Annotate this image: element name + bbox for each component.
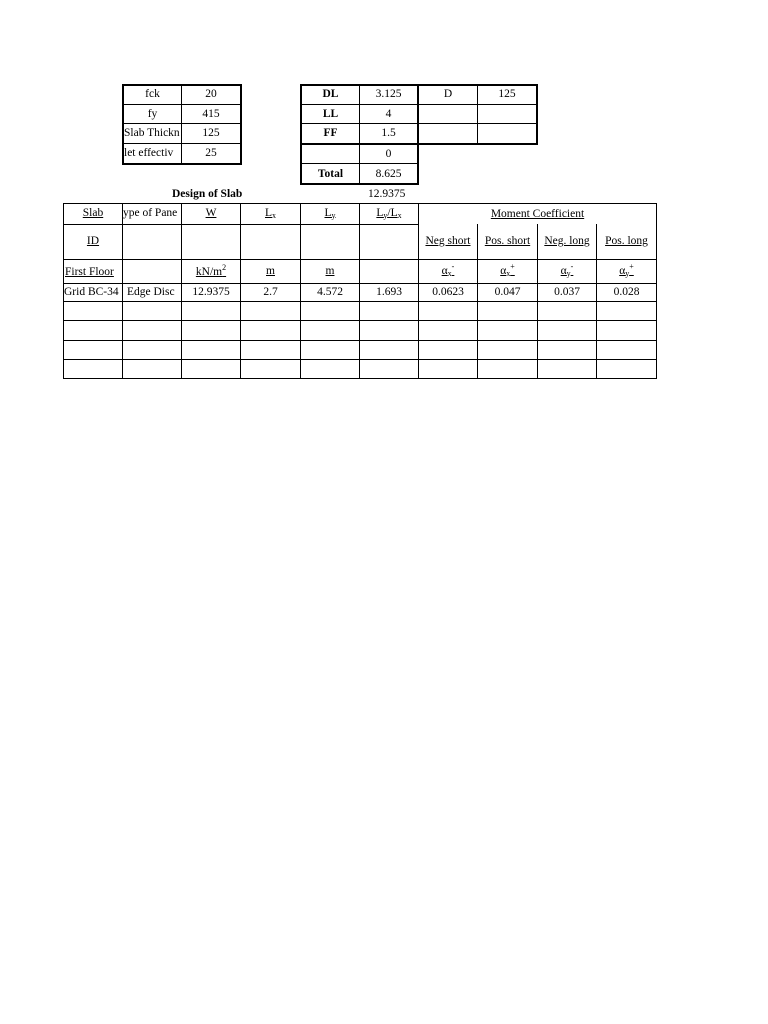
symbol-neg-short — [419, 263, 477, 278]
design-title: Design of Slab — [172, 188, 243, 200]
alpha-pos-long: α — [619, 265, 626, 277]
header-ratio-b-sub: x — [397, 211, 402, 220]
load-value-ff: 1.5 — [381, 128, 396, 139]
load-value-ll: 4 — [385, 109, 392, 120]
unit-floor: First Floor — [65, 267, 114, 278]
param-label-slab-thickness: Slab Thickn — [124, 128, 180, 139]
row-pos-short: 0.047 — [494, 287, 521, 298]
load-value-total: 8.625 — [375, 169, 402, 180]
alpha-pos-short-sign: + — [510, 263, 515, 271]
unit-w-sup: 2 — [222, 264, 227, 272]
param-value-effective-cover: 25 — [205, 148, 217, 159]
row-load-w: 12.9375 — [192, 287, 230, 298]
alpha-pos-short: α — [500, 265, 507, 277]
row-pos-long: 0.028 — [613, 287, 640, 298]
alpha-neg-short-sign: - — [451, 263, 455, 271]
header-ratio — [360, 208, 418, 220]
load-depth-value: 125 — [498, 89, 516, 100]
header-lx-sub: x — [272, 211, 277, 220]
header-ratio-a: L — [376, 208, 384, 219]
header-ly — [301, 208, 359, 220]
row-lx: 2.7 — [263, 287, 278, 298]
header-load-w: W — [205, 208, 217, 219]
header-slab: Slab — [82, 208, 104, 219]
row-ratio: 1.693 — [376, 287, 402, 298]
row-neg-short: 0.0623 — [432, 287, 464, 298]
load-label-ff: FF — [323, 128, 338, 139]
param-label-fy: fy — [147, 109, 158, 120]
row-neg-long: 0.037 — [554, 287, 580, 298]
header-ratio-a-sub: y — [383, 211, 388, 220]
alpha-neg-short-sub: x — [447, 269, 452, 278]
load-label-total: Total — [317, 169, 344, 180]
param-value-fck: 20 — [205, 89, 217, 100]
load-label-ll: LL — [322, 109, 339, 120]
param-value-slab-thickness: 125 — [202, 128, 220, 139]
header-ratio-b: /L — [387, 208, 398, 219]
header-id: ID — [86, 236, 100, 247]
header-pos-long: Pos. long — [605, 236, 648, 247]
unit-lx: m — [266, 266, 275, 277]
header-neg-long: Neg. long — [544, 236, 590, 247]
header-pos-short: Pos. short — [484, 236, 531, 247]
alpha-neg-long-sub: y — [566, 269, 571, 278]
unit-w — [182, 264, 240, 279]
alpha-pos-long-sub: y — [625, 269, 630, 278]
alpha-pos-long-sign: + — [629, 263, 634, 271]
symbol-neg-long — [538, 263, 596, 278]
load-value-extra: 0 — [385, 149, 392, 160]
unit-ly: m — [325, 266, 335, 277]
param-value-fy: 415 — [202, 109, 220, 120]
header-lx-letter: L — [264, 208, 273, 219]
symbol-pos-long — [597, 263, 656, 278]
header-moment-coefficient: Moment Coefficient — [490, 209, 585, 220]
param-label-effective-cover: let effectiv — [124, 148, 174, 159]
alpha-neg-long-sign: - — [570, 263, 574, 271]
alpha-pos-short-sub: x — [506, 269, 511, 278]
param-label-fck: fck — [145, 89, 160, 100]
row-panel-type: Edge Disc — [127, 287, 175, 298]
alpha-neg-short: α — [441, 265, 448, 277]
row-ly: 4.572 — [317, 287, 343, 298]
unit-w-text: kN/m — [195, 266, 223, 278]
load-depth-label: D — [443, 89, 453, 100]
load-label-dl: DL — [322, 89, 339, 100]
factored-load-value: 12.9375 — [368, 188, 406, 200]
symbol-pos-short — [478, 263, 537, 278]
alpha-neg-long: α — [560, 265, 567, 277]
load-value-dl: 3.125 — [375, 89, 402, 100]
header-ly-sub: y — [331, 211, 336, 220]
header-lx — [241, 208, 300, 220]
header-panel-type: ype of Pane — [123, 208, 178, 219]
row-slab-id: Grid BC-34 — [64, 287, 119, 298]
header-neg-short: Neg short — [425, 236, 471, 247]
header-ly-letter: L — [324, 208, 332, 219]
